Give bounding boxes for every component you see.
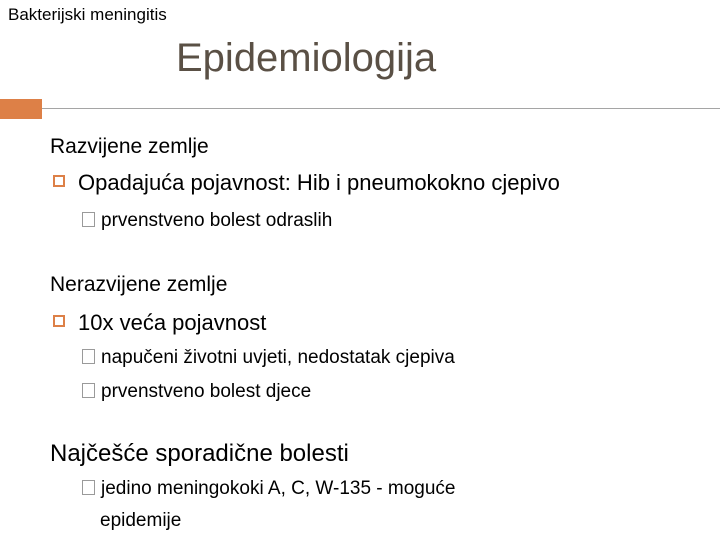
accent-square [0,99,42,119]
box-bullet-icon [82,480,95,495]
square-bullet-icon [53,175,65,187]
sub-bullet-item [82,478,456,500]
box-bullet-icon [82,349,95,364]
section-heading-developed: Razvijene zemlje [50,135,209,158]
title-divider [42,108,720,109]
box-bullet-icon [82,383,95,398]
bullet-item [50,310,266,336]
section-heading-sporadic: Najčešće sporadične bolesti [50,440,349,467]
section-heading-developing: Nerazvijene zemlje [50,273,228,296]
bullet-text: 10x veća pojavnost [78,310,267,335]
sub-bullet-text: prvenstveno bolest odraslih [101,210,333,231]
box-bullet-icon [82,212,95,227]
sub-bullet-item [82,210,332,232]
header-note: Bakterijski meningitis [8,5,167,24]
sub-bullet-continuation: epidemije [100,510,182,531]
sub-bullet-text: jedino meningokoki A, C, W-135 - moguće [101,478,456,499]
slide-title: Epidemiologija [176,36,437,80]
bullet-item [50,170,560,196]
sub-bullet-text: prvenstveno bolest djece [101,381,312,402]
sub-bullet-item [82,347,455,369]
sub-bullet-item [82,381,311,403]
sub-bullet-text: napučeni životni uvjeti, nedostatak cjepiva [101,347,455,368]
square-bullet-icon [53,315,65,327]
bullet-text: Opadajuća pojavnost: Hib i pneumokokno cjepivo [78,170,560,195]
